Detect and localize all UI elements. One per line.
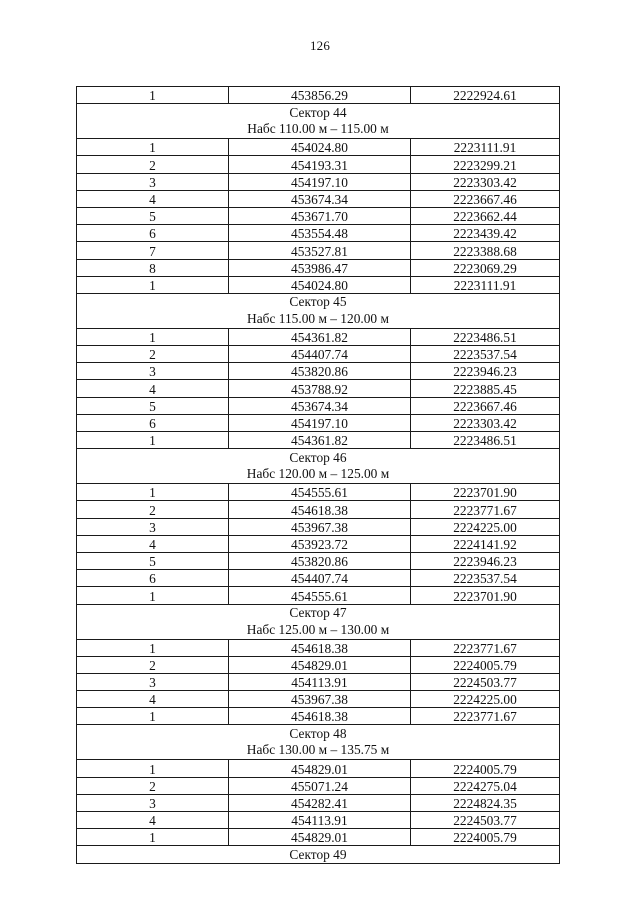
table-row bbox=[77, 656, 560, 673]
x-coordinate-cell: 454024.80 bbox=[229, 139, 411, 156]
y-coordinate-cell: 2223701.90 bbox=[411, 484, 560, 501]
sector-title: Сектор 48 bbox=[289, 725, 347, 741]
point-number-cell: 3 bbox=[77, 518, 229, 535]
point-number-cell: 7 bbox=[77, 242, 229, 259]
point-number-cell: 2 bbox=[77, 501, 229, 518]
point-number-cell: 3 bbox=[77, 173, 229, 190]
table-row bbox=[77, 501, 560, 518]
x-coordinate-cell: 454407.74 bbox=[229, 570, 411, 587]
x-coordinate-cell: 454197.10 bbox=[229, 414, 411, 431]
sector-header-cell bbox=[77, 604, 560, 639]
table-row bbox=[77, 380, 560, 397]
y-coordinate-cell: 2223662.44 bbox=[411, 207, 560, 224]
table-row bbox=[77, 673, 560, 690]
x-coordinate-cell: 454555.61 bbox=[229, 587, 411, 604]
sector-header-row bbox=[77, 293, 560, 328]
table-row bbox=[77, 225, 560, 242]
y-coordinate-cell: 2223771.67 bbox=[411, 639, 560, 656]
point-number-cell: 5 bbox=[77, 397, 229, 414]
table-row bbox=[77, 276, 560, 293]
point-number-cell: 4 bbox=[77, 812, 229, 829]
table-row bbox=[77, 87, 560, 104]
point-number-cell: 1 bbox=[77, 87, 229, 104]
sector-header-row bbox=[77, 104, 560, 139]
y-coordinate-cell: 2223111.91 bbox=[411, 139, 560, 156]
x-coordinate-cell: 453674.34 bbox=[229, 190, 411, 207]
point-number-cell: 3 bbox=[77, 794, 229, 811]
y-coordinate-cell: 2223946.23 bbox=[411, 552, 560, 569]
x-coordinate-cell: 453923.72 bbox=[229, 535, 411, 552]
sector-header-cell bbox=[77, 846, 560, 864]
x-coordinate-cell: 454193.31 bbox=[229, 156, 411, 173]
sector-title: Сектор 44 bbox=[289, 104, 347, 120]
sector-header-cell bbox=[77, 104, 560, 139]
point-number-cell: 5 bbox=[77, 552, 229, 569]
x-coordinate-cell: 453820.86 bbox=[229, 363, 411, 380]
sector-header-row bbox=[77, 846, 560, 864]
table-row bbox=[77, 691, 560, 708]
x-coordinate-cell: 453671.70 bbox=[229, 207, 411, 224]
point-number-cell: 1 bbox=[77, 432, 229, 449]
table-row bbox=[77, 432, 560, 449]
point-number-cell: 4 bbox=[77, 535, 229, 552]
point-number-cell: 2 bbox=[77, 777, 229, 794]
x-coordinate-cell: 454829.01 bbox=[229, 760, 411, 777]
point-number-cell: 3 bbox=[77, 673, 229, 690]
y-coordinate-cell: 2223537.54 bbox=[411, 346, 560, 363]
x-coordinate-cell: 453967.38 bbox=[229, 691, 411, 708]
point-number-cell: 1 bbox=[77, 708, 229, 725]
x-coordinate-cell: 453820.86 bbox=[229, 552, 411, 569]
point-number-cell: 1 bbox=[77, 139, 229, 156]
table-row bbox=[77, 156, 560, 173]
table-row bbox=[77, 397, 560, 414]
y-coordinate-cell: 2223303.42 bbox=[411, 414, 560, 431]
point-number-cell: 6 bbox=[77, 225, 229, 242]
sector-height-range: Набс 120.00 м – 125.00 м bbox=[246, 466, 390, 482]
y-coordinate-cell: 2223885.45 bbox=[411, 380, 560, 397]
point-number-cell: 2 bbox=[77, 656, 229, 673]
y-coordinate-cell: 2223111.91 bbox=[411, 276, 560, 293]
x-coordinate-cell: 453674.34 bbox=[229, 397, 411, 414]
table-row bbox=[77, 207, 560, 224]
sector-header-cell bbox=[77, 449, 560, 484]
table-row bbox=[77, 259, 560, 276]
sector-header-row bbox=[77, 725, 560, 760]
sector-title: Сектор 46 bbox=[289, 449, 347, 465]
table-row bbox=[77, 708, 560, 725]
page-number: 126 bbox=[309, 38, 331, 53]
x-coordinate-cell: 454829.01 bbox=[229, 829, 411, 846]
y-coordinate-cell: 2222924.61 bbox=[411, 87, 560, 104]
y-coordinate-cell: 2223486.51 bbox=[411, 328, 560, 345]
sector-height-range: Набс 130.00 м – 135.75 м bbox=[246, 742, 390, 758]
y-coordinate-cell: 2223946.23 bbox=[411, 363, 560, 380]
x-coordinate-cell: 454618.38 bbox=[229, 639, 411, 656]
table-row bbox=[77, 777, 560, 794]
table-row bbox=[77, 639, 560, 656]
point-number-cell: 2 bbox=[77, 156, 229, 173]
point-number-cell: 5 bbox=[77, 207, 229, 224]
table-row bbox=[77, 760, 560, 777]
y-coordinate-cell: 2223388.68 bbox=[411, 242, 560, 259]
table-row bbox=[77, 190, 560, 207]
x-coordinate-cell: 454024.80 bbox=[229, 276, 411, 293]
coordinates-table bbox=[76, 86, 560, 864]
x-coordinate-cell: 454618.38 bbox=[229, 708, 411, 725]
point-number-cell: 4 bbox=[77, 190, 229, 207]
y-coordinate-cell: 2223771.67 bbox=[411, 708, 560, 725]
x-coordinate-cell: 454113.91 bbox=[229, 673, 411, 690]
y-coordinate-cell: 2223701.90 bbox=[411, 587, 560, 604]
x-coordinate-cell: 454282.41 bbox=[229, 794, 411, 811]
point-number-cell: 1 bbox=[77, 587, 229, 604]
y-coordinate-cell: 2224005.79 bbox=[411, 829, 560, 846]
y-coordinate-cell: 2224275.04 bbox=[411, 777, 560, 794]
y-coordinate-cell: 2224503.77 bbox=[411, 812, 560, 829]
y-coordinate-cell: 2223069.29 bbox=[411, 259, 560, 276]
x-coordinate-cell: 454197.10 bbox=[229, 173, 411, 190]
y-coordinate-cell: 2224225.00 bbox=[411, 518, 560, 535]
table-row bbox=[77, 414, 560, 431]
table-row bbox=[77, 570, 560, 587]
point-number-cell: 6 bbox=[77, 570, 229, 587]
x-coordinate-cell: 453856.29 bbox=[229, 87, 411, 104]
x-coordinate-cell: 453527.81 bbox=[229, 242, 411, 259]
x-coordinate-cell: 454618.38 bbox=[229, 501, 411, 518]
y-coordinate-cell: 2224005.79 bbox=[411, 760, 560, 777]
y-coordinate-cell: 2224503.77 bbox=[411, 673, 560, 690]
y-coordinate-cell: 2223667.46 bbox=[411, 190, 560, 207]
point-number-cell: 1 bbox=[77, 829, 229, 846]
table-row bbox=[77, 173, 560, 190]
sector-header-row bbox=[77, 604, 560, 639]
x-coordinate-cell: 454555.61 bbox=[229, 484, 411, 501]
table-row bbox=[77, 363, 560, 380]
table-row bbox=[77, 484, 560, 501]
x-coordinate-cell: 455071.24 bbox=[229, 777, 411, 794]
sector-header-cell bbox=[77, 725, 560, 760]
table-row bbox=[77, 552, 560, 569]
sector-header-cell bbox=[77, 293, 560, 328]
point-number-cell: 1 bbox=[77, 639, 229, 656]
point-number-cell: 1 bbox=[77, 484, 229, 501]
sector-height-range: Набс 110.00 м – 115.00 м bbox=[247, 121, 389, 137]
table-row bbox=[77, 346, 560, 363]
sector-height-range: Набс 125.00 м – 130.00 м bbox=[246, 621, 390, 637]
y-coordinate-cell: 2223771.67 bbox=[411, 501, 560, 518]
table-row bbox=[77, 587, 560, 604]
point-number-cell: 6 bbox=[77, 414, 229, 431]
x-coordinate-cell: 454361.82 bbox=[229, 432, 411, 449]
y-coordinate-cell: 2224005.79 bbox=[411, 656, 560, 673]
x-coordinate-cell: 453554.48 bbox=[229, 225, 411, 242]
coordinates-table-body bbox=[77, 87, 560, 864]
point-number-cell: 4 bbox=[77, 380, 229, 397]
table-row bbox=[77, 829, 560, 846]
point-number-cell: 1 bbox=[77, 328, 229, 345]
y-coordinate-cell: 2224141.92 bbox=[411, 535, 560, 552]
point-number-cell: 3 bbox=[77, 363, 229, 380]
y-coordinate-cell: 2223537.54 bbox=[411, 570, 560, 587]
sector-title: Сектор 47 bbox=[289, 605, 347, 620]
point-number-cell: 1 bbox=[77, 760, 229, 777]
table-row bbox=[77, 794, 560, 811]
x-coordinate-cell: 454113.91 bbox=[229, 812, 411, 829]
point-number-cell: 1 bbox=[77, 276, 229, 293]
y-coordinate-cell: 2223299.21 bbox=[411, 156, 560, 173]
x-coordinate-cell: 453967.38 bbox=[229, 518, 411, 535]
sector-title: Сектор 49 bbox=[289, 846, 347, 862]
y-coordinate-cell: 2223439.42 bbox=[411, 225, 560, 242]
point-number-cell: 8 bbox=[77, 259, 229, 276]
y-coordinate-cell: 2224225.00 bbox=[411, 691, 560, 708]
table-row bbox=[77, 812, 560, 829]
table-row bbox=[77, 518, 560, 535]
x-coordinate-cell: 453788.92 bbox=[229, 380, 411, 397]
x-coordinate-cell: 454829.01 bbox=[229, 656, 411, 673]
table-row bbox=[77, 328, 560, 345]
x-coordinate-cell: 454407.74 bbox=[229, 346, 411, 363]
sector-height-range: Набс 115.00 м – 120.00 м bbox=[247, 310, 389, 326]
y-coordinate-cell: 2223486.51 bbox=[411, 432, 560, 449]
table-row bbox=[77, 535, 560, 552]
y-coordinate-cell: 2223667.46 bbox=[411, 397, 560, 414]
point-number-cell: 2 bbox=[77, 346, 229, 363]
y-coordinate-cell: 2223303.42 bbox=[411, 173, 560, 190]
table-row bbox=[77, 242, 560, 259]
x-coordinate-cell: 453986.47 bbox=[229, 259, 411, 276]
x-coordinate-cell: 454361.82 bbox=[229, 328, 411, 345]
point-number-cell: 4 bbox=[77, 691, 229, 708]
y-coordinate-cell: 2224824.35 bbox=[411, 794, 560, 811]
table-row bbox=[77, 139, 560, 156]
sector-header-row bbox=[77, 449, 560, 484]
sector-title: Сектор 45 bbox=[289, 294, 347, 310]
